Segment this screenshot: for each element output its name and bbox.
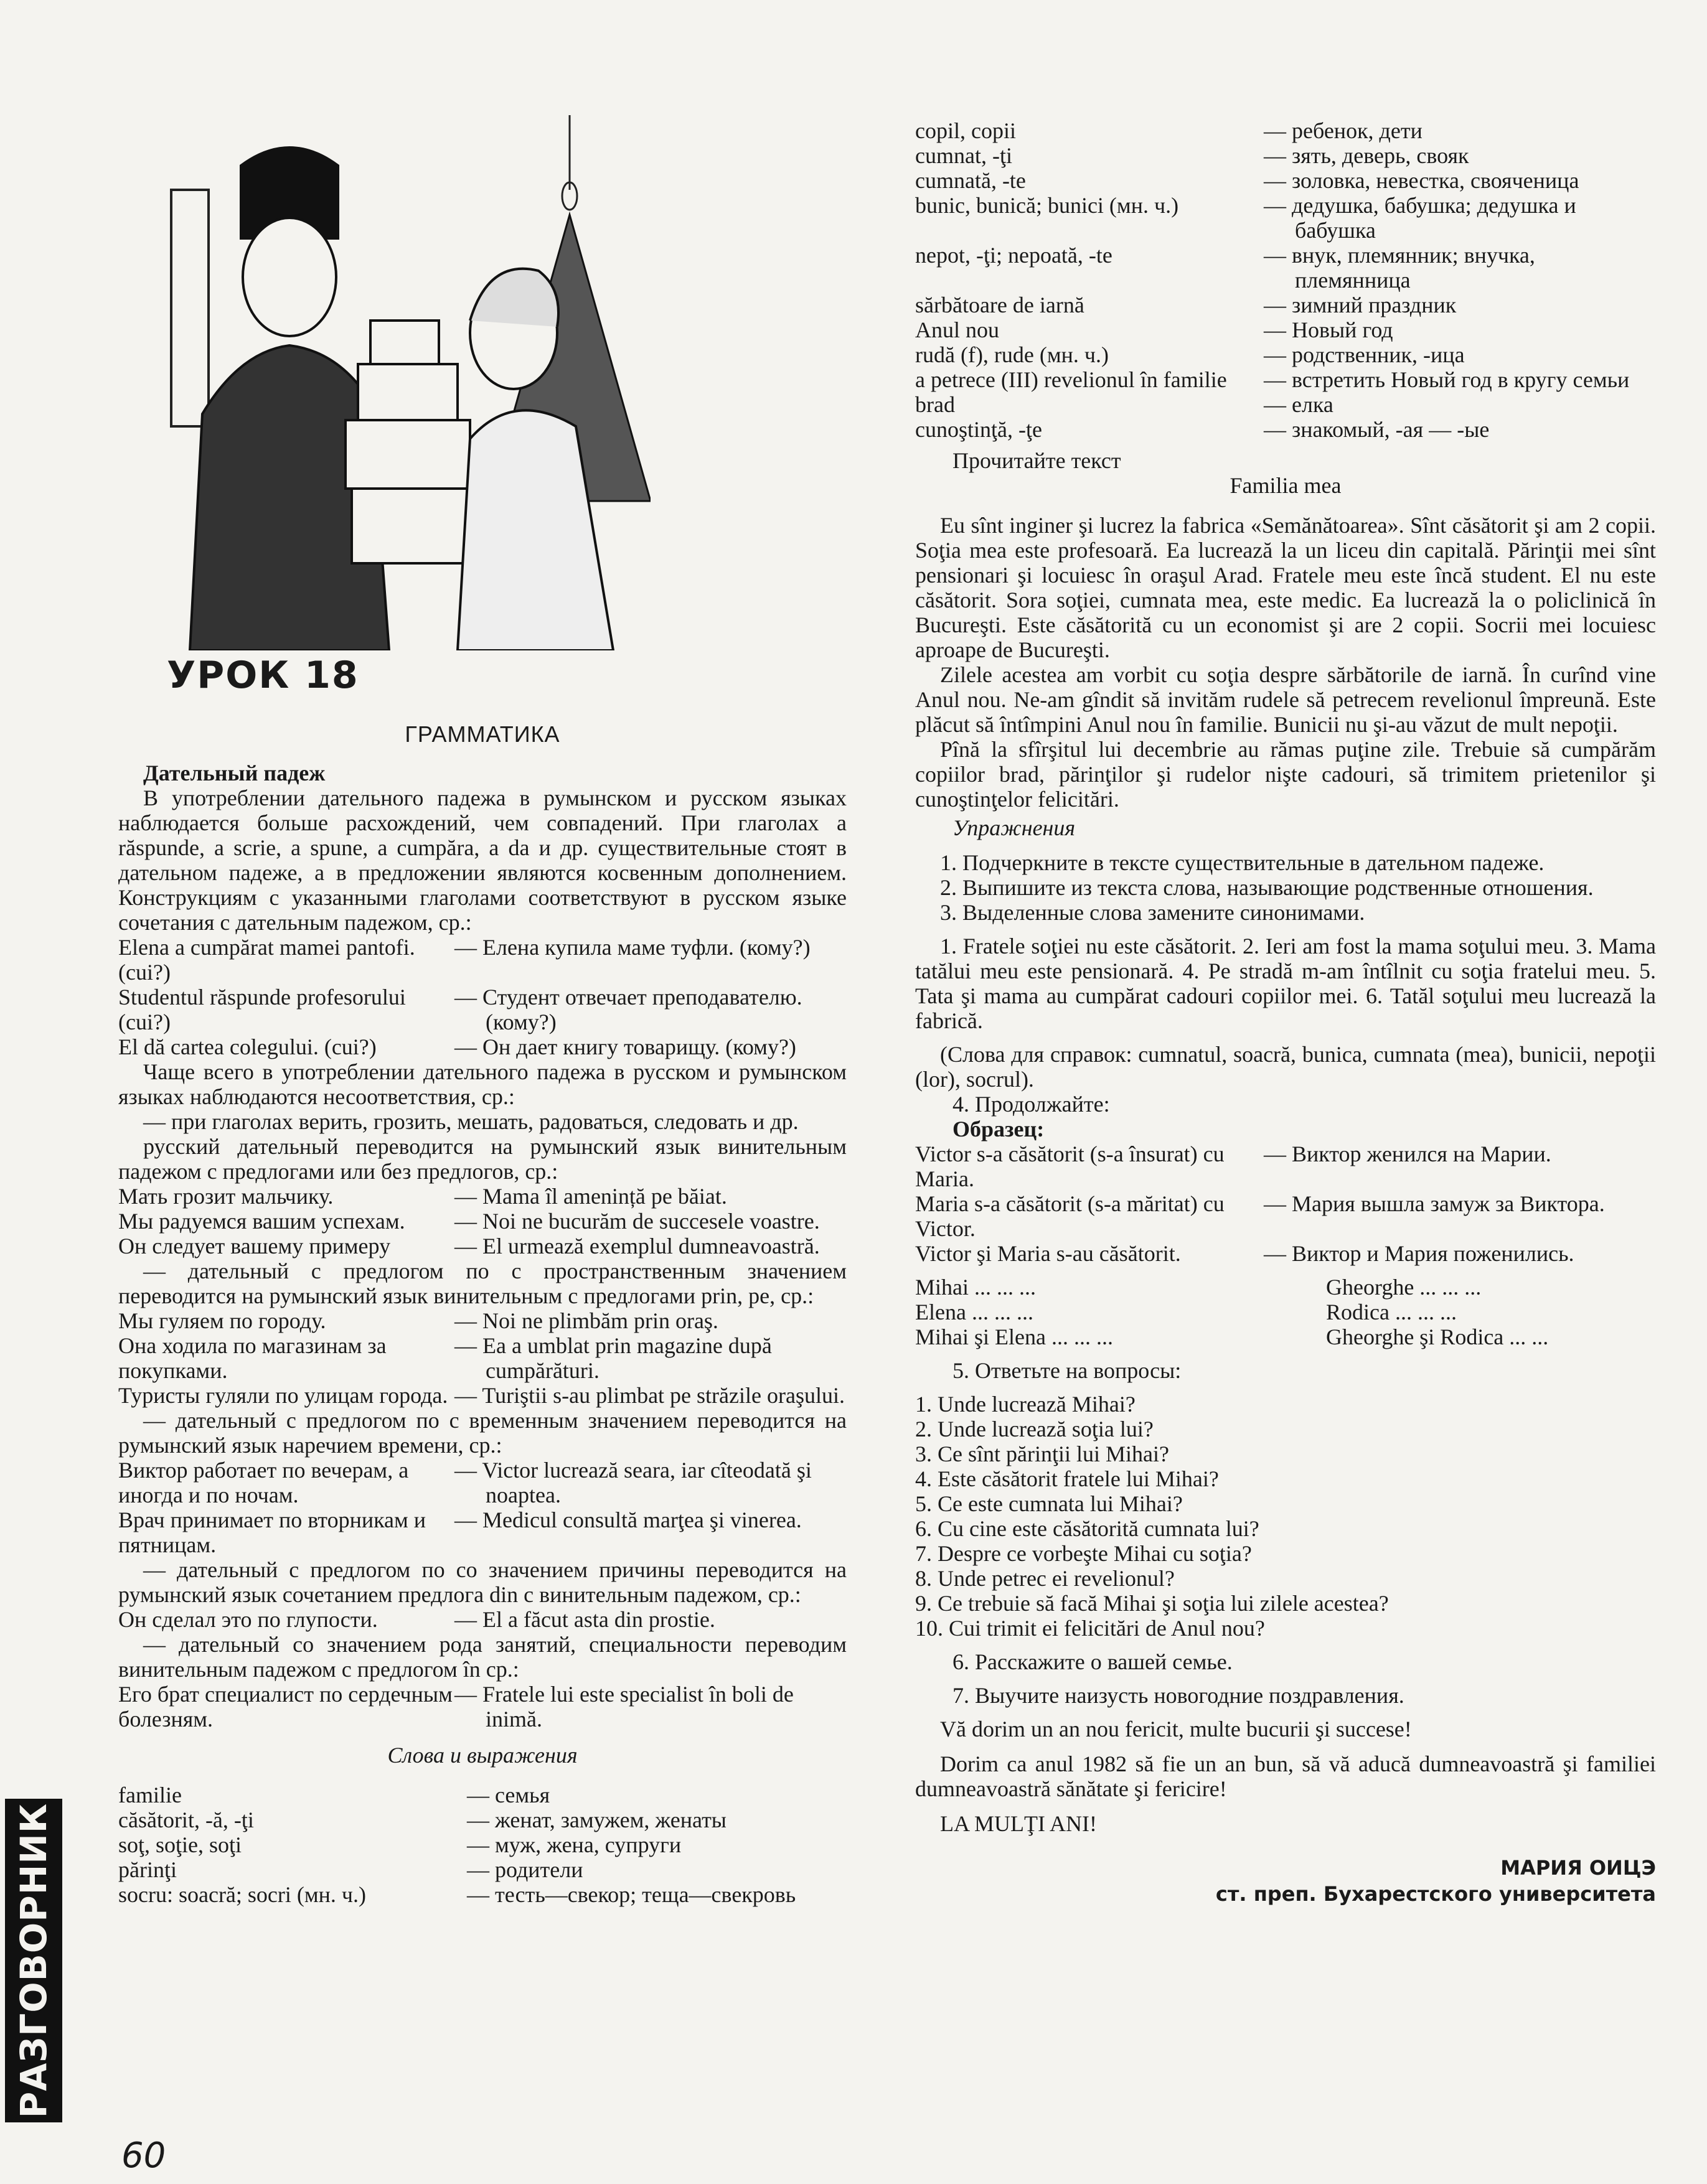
- question-item: 2. Unde lucrează soţia lui?: [915, 1417, 1154, 1441]
- translated-phrase: — зимний праздник: [1264, 293, 1656, 317]
- source-phrase: copil, copii: [915, 118, 1016, 143]
- author-position: ст. преп. Бухарестского университета: [1215, 1882, 1656, 1906]
- translation-pair: [118, 1783, 847, 1807]
- translated-phrase: — знакомый, -ая — -ые: [1264, 417, 1656, 442]
- translation-pair: [118, 1333, 847, 1383]
- translated-phrase: — Он дает книгу товарищу. (кому?): [454, 1034, 847, 1059]
- author-block: [915, 1855, 1656, 1907]
- translated-phrase: — родственник, -ица: [1264, 342, 1656, 367]
- question-item: 1. Unde lucrează Mihai?: [915, 1392, 1136, 1417]
- translated-phrase: — Noi ne plimbăm prin oraş.: [454, 1308, 847, 1333]
- source-phrase: cumnată, -te: [915, 168, 1026, 193]
- translation-pair: [118, 1184, 847, 1209]
- sidebar-label: РАЗГОВОРНИК: [12, 1802, 55, 2119]
- sample-label: Образец:: [952, 1117, 1045, 1141]
- exercises-heading: Упражнения: [952, 815, 1076, 840]
- translated-phrase: — Medicul consultă marţea şi vinerea.: [454, 1507, 847, 1557]
- source-phrase: nepot, -ţi; nepoată, -te: [915, 243, 1112, 268]
- translation-pair: [915, 392, 1656, 417]
- source-phrase: bunic, bunică; bunici (мн. ч.): [915, 193, 1179, 218]
- question-item: 7. Despre ce vorbeşte Mihai cu soţia?: [915, 1541, 1252, 1566]
- translated-phrase: — Mama îl amenință pe băiat.: [454, 1184, 847, 1209]
- translated-phrase: — внук, племянник; внучка, племянница: [1264, 243, 1656, 293]
- grammar-body: [118, 785, 847, 1732]
- reading-text: [915, 513, 1656, 812]
- task-4: 4. Продолжайте:: [952, 1092, 1110, 1117]
- source-phrase: Мать грозит мальчику.: [118, 1184, 334, 1209]
- translated-phrase: — Виктор и Мария поженились.: [1264, 1241, 1656, 1266]
- reading-paragraph: Eu sînt inginer şi lucrez la fabrica «Semănătoarea». Sînt căsătorit şi am 2 copii. Soţia mea este profesoară. Ea lucrează la un liceu din capitală. Părinţii mei sînt pensionari şi locuiesc în oraşul Arad. Fratele meu este încă student. El nu este căsătorit. Sora soţiei, cumnata mea, este medic. Ea lucrează la o policlinică în Bucureşti. Este căsătorită cu un economist şi are 2 copii. Socrii mei locuiesc aproape de Bucureşti.: [915, 513, 1656, 662]
- translation-pair: [915, 1141, 1656, 1191]
- grammar-paragraph: — дательный с предлогом по с пространственным значением переводится на румынский язык винительным с предлогами prin, pe, ср.:: [118, 1258, 847, 1308]
- lesson-title: УРОК 18: [167, 654, 359, 697]
- question-item: 8. Unde petrec ei revelionul?: [915, 1566, 1175, 1591]
- translated-phrase: — Noi ne bucurăm de succesele voastre.: [454, 1209, 847, 1234]
- source-phrase: Мы радуемся вашим успехам.: [118, 1209, 405, 1234]
- translated-phrase: — ребенок, дети: [1264, 118, 1656, 143]
- translated-phrase: — муж, жена, супруги: [467, 1832, 847, 1857]
- translation-pair: [118, 1458, 847, 1507]
- vocab-heading: Слова и выражения: [387, 1743, 578, 1768]
- source-phrase: socru: soacră; socri (мн. ч.): [118, 1882, 367, 1907]
- task-6: 6. Расскажите о вашей семье.: [952, 1649, 1233, 1674]
- translation-pair: [915, 293, 1656, 317]
- question-item: 5. Ce este cumnata lui Mihai?: [915, 1491, 1183, 1516]
- translation-pair: [915, 367, 1656, 392]
- task-7: 7. Выучите наизусть новогодние поздравления.: [952, 1683, 1404, 1708]
- translation-pair: [118, 1682, 847, 1732]
- source-phrase: părinţi: [118, 1857, 177, 1882]
- translated-phrase: — встретить Новый год в кругу семьи: [1264, 367, 1656, 392]
- translated-phrase: — золовка, невестка, свояченица: [1264, 168, 1656, 193]
- translation-pair: [118, 1034, 847, 1059]
- translated-phrase: — El urmează exemplul dumneavoastră.: [454, 1234, 847, 1258]
- translation-pair: [118, 1308, 847, 1333]
- continue-grid: [915, 1275, 1656, 1349]
- translation-pair: [915, 1191, 1656, 1241]
- translation-pair: [118, 935, 847, 985]
- translated-phrase: — женат, замужем, женаты: [467, 1807, 847, 1832]
- translation-pair: [915, 143, 1656, 168]
- source-phrase: Studentul răspunde profesorului (cui?): [118, 985, 406, 1034]
- greeting-line: Dorim ca anul 1982 să fie un an bun, să vă aducă dumneavoastră şi familiei dumneavoastră sănătate şi fericire!: [915, 1751, 1656, 1801]
- source-phrase: El dă cartea colegului. (cui?): [118, 1034, 377, 1059]
- translated-phrase: — Мария вышла замуж за Виктора.: [1264, 1191, 1656, 1241]
- translated-phrase: — Ea a umblat prin magazine după cumpărături.: [454, 1333, 847, 1383]
- source-phrase: Она ходила по магазинам за покупками.: [118, 1333, 387, 1383]
- question-item: 9. Ce trebuie să facă Mihai şi soţia lui zilele acestea?: [915, 1591, 1389, 1616]
- translated-phrase: — Елена купила маме туфли. (кому?): [454, 935, 847, 985]
- translated-phrase: — Victor lucrează seara, iar cîteodată şi noaptea.: [454, 1458, 847, 1507]
- source-phrase: Maria s-a căsătorit (s-a măritat) cu Victor.: [915, 1191, 1225, 1241]
- translation-pair: [915, 417, 1656, 442]
- greeting-line: LA MULŢI ANI!: [940, 1811, 1097, 1836]
- translated-phrase: — дедушка, бабушка; дедушка и бабушка: [1264, 193, 1656, 243]
- translation-pair: [118, 1234, 847, 1258]
- source-phrase: Он следует вашему примеру: [118, 1234, 391, 1258]
- source-phrase: căsătorit, -ă, -ţi: [118, 1807, 254, 1832]
- author-name: МАРИЯ ОИЦЭ: [1500, 1856, 1656, 1880]
- grammar-paragraph: В употреблении дательного падежа в румынском и русском языках наблюдается больше расхождений, чем совпадений. При глаголах a răspunde, a scrie, a spune, a cumpăra, a da и др. существительные стоят в дательном падеже, а в предложении являются косвенным дополнением. Конструкциям с указанными глаголами соответствуют в русском языке сочетания с дательным падежом, ср.:: [118, 785, 847, 935]
- grammar-paragraph: Чаще всего в употреблении дательного падежа в русском и румынском языках наблюдаются несоответствия, ср.:: [118, 1059, 847, 1109]
- translation-pair: [118, 1832, 847, 1857]
- grammar-paragraph: — при глаголах верить, грозить, мешать, радоваться, следовать и др.: [143, 1109, 799, 1134]
- translation-pair: [118, 1607, 847, 1632]
- continue-item: Gheorghe ... ... ...: [1326, 1275, 1482, 1300]
- source-phrase: Anul nou: [915, 317, 999, 342]
- reading-paragraph: Pînă la sfîrşitul lui decembrie au rămas puţine zile. Trebuie să cumpărăm copiilor brad, părinţilor şi rudelor nişte cadouri, să trimitem prietenilor şi cunoştinţelor felicitări.: [915, 737, 1656, 812]
- sidebar-band: [5, 1799, 62, 2122]
- grammar-subheading: Дательный падеж: [143, 761, 326, 785]
- source-phrase: rudă (f), rude (мн. ч.): [915, 342, 1109, 367]
- source-phrase: Он сделал это по глупости.: [118, 1607, 378, 1632]
- continue-item: Elena ... ... ...: [915, 1300, 1033, 1324]
- translation-pair: [915, 118, 1656, 143]
- continue-item: Mihai şi Elena ... ... ...: [915, 1324, 1113, 1349]
- right-column: [915, 118, 1656, 1907]
- vocab-list-continued: [915, 118, 1656, 442]
- translation-pair: [118, 1209, 847, 1234]
- reading-paragraph: Zilele acestea am vorbit cu soţia despre sărbătorile de iarnă. În curînd vine Anul nou. Ne-am gîndit să invităm rudele să petrecem revelionul împreună. Este plăcut să întîmpini Anul nou în familie. Bunicii nu şi-au văzut de mult nepoţii.: [915, 662, 1656, 737]
- exercise-task: 1. Подчеркните в тексте существительные в дательном падеже.: [940, 850, 1545, 875]
- illustration-family-new-year-gifts: [165, 115, 651, 650]
- page-number: 60: [121, 2135, 166, 2176]
- source-phrase: Victor s-a căsătorit (s-a însurat) cu Maria.: [915, 1141, 1225, 1191]
- source-phrase: Врач принимает по вторникам и пятницам.: [118, 1507, 426, 1557]
- translation-pair: [118, 1807, 847, 1832]
- grammar-paragraph: русский дательный переводится на румынский язык винительным падежом с предлогами или без предлогов, ср.:: [118, 1134, 847, 1184]
- reading-title: Familia mea: [1230, 473, 1342, 498]
- source-phrase: sărbătoare de iarnă: [915, 293, 1084, 317]
- hint-words: (Слова для справок: cumnatul, soacră, bunica, cumnata (mea), bunicii, nepoţii (lor), socrul).: [915, 1042, 1656, 1092]
- source-phrase: Его брат специалист по сердечным болезням.: [118, 1682, 453, 1732]
- translation-pair: [915, 342, 1656, 367]
- translated-phrase: — Turiştii s-au plimbat pe străzile oraşului.: [454, 1383, 847, 1408]
- task-5: 5. Ответьте на вопросы:: [952, 1358, 1182, 1383]
- reading-instruction: Прочитайте текст: [952, 448, 1121, 473]
- translation-pair: [118, 1882, 847, 1907]
- translated-phrase: — зять, деверь, свояк: [1264, 143, 1656, 168]
- translated-phrase: — El a făcut asta din prostie.: [454, 1607, 847, 1632]
- source-phrase: Victor şi Maria s-au căsătorit.: [915, 1241, 1181, 1266]
- translation-pair: [915, 1241, 1656, 1266]
- source-phrase: brad: [915, 392, 955, 417]
- translation-pair: [118, 1857, 847, 1882]
- question-item: 6. Cu cine este căsătorită cumnata lui?: [915, 1516, 1259, 1541]
- greetings: [915, 1717, 1656, 1836]
- continue-item: Mihai ... ... ...: [915, 1275, 1036, 1300]
- source-phrase: Туристы гуляли по улицам города.: [118, 1383, 448, 1408]
- vocab-list: [118, 1783, 847, 1907]
- source-phrase: cunoştinţă, -ţe: [915, 417, 1042, 442]
- greeting-line: Vă dorim un an nou fericit, multe bucurii şi succese!: [940, 1717, 1412, 1741]
- questions-list: [915, 1392, 1656, 1641]
- grammar-paragraph: — дательный с предлогом по со значением причины переводится на румынский язык сочетанием предлога din с винительным падежом, ср.:: [118, 1557, 847, 1607]
- translation-pair: [118, 1507, 847, 1557]
- sample-pairs: [915, 1141, 1656, 1266]
- section-heading: ГРАММАТИКА: [405, 721, 560, 747]
- question-item: 3. Ce sînt părinţii lui Mihai?: [915, 1441, 1169, 1466]
- translated-phrase: — семья: [467, 1783, 847, 1807]
- translated-phrase: — Студент отвечает преподавателю. (кому?): [454, 985, 847, 1034]
- question-item: 4. Este căsătorit fratele lui Mihai?: [915, 1466, 1219, 1491]
- exercise-task: 2. Выпишите из текста слова, называющие родственные отношения.: [940, 875, 1594, 900]
- translation-pair: [118, 1383, 847, 1408]
- continue-item: Rodica ... ... ...: [1326, 1300, 1457, 1324]
- translation-pair: [915, 243, 1656, 293]
- translated-phrase: — елка: [1264, 392, 1656, 417]
- source-phrase: a petrece (III) revelionul în familie: [915, 367, 1227, 392]
- translation-pair: [915, 168, 1656, 193]
- source-phrase: Elena a cumpărat mamei pantofi. (cui?): [118, 935, 415, 985]
- question-item: 10. Cui trimit ei felicitări de Anul nou?: [915, 1616, 1265, 1641]
- translation-pair: [915, 317, 1656, 342]
- source-phrase: cumnat, -ţi: [915, 143, 1012, 168]
- left-column: [118, 722, 847, 1907]
- source-phrase: Виктор работает по вечерам, а иногда и по ночам.: [118, 1458, 409, 1507]
- source-phrase: soţ, soţie, soţi: [118, 1832, 242, 1857]
- exercise-task: 3. Выделенные слова замените синонимами.: [940, 900, 1365, 925]
- translation-pair: [915, 193, 1656, 243]
- grammar-paragraph: — дательный со значением рода занятий, специальности переводим винительным падежом с предлогом în ср.:: [118, 1632, 847, 1682]
- exercise-tasks: [915, 850, 1656, 925]
- grammar-paragraph: — дательный с предлогом по с временным значением переводится на румынский язык наречием времени, ср.:: [118, 1408, 847, 1458]
- translated-phrase: — Виктор женился на Марии.: [1264, 1141, 1656, 1191]
- translated-phrase: — тесть—свекор; теща—свекровь: [467, 1882, 847, 1907]
- continue-item: Gheorghe şi Rodica ... ...: [1326, 1324, 1549, 1349]
- source-phrase: Мы гуляем по городу.: [118, 1308, 326, 1333]
- translation-pair: [118, 985, 847, 1034]
- translated-phrase: — родители: [467, 1857, 847, 1882]
- translated-phrase: — Fratele lui este specialist în boli de inimă.: [454, 1682, 847, 1732]
- source-phrase: familie: [118, 1783, 182, 1807]
- translated-phrase: — Новый год: [1264, 317, 1656, 342]
- synonym-exercise-text: 1. Fratele soţiei nu este căsătorit. 2. Ieri am fost la mama soţului meu. 3. Mama tatălui meu este pensionară. 4. Pe stradă m-am întîlnit cu soţia fratelui meu. 5. Tata şi mama au cumpărat cadouri copiilor mei. 6. Tatăl soţului meu lucrează la fabrică.: [915, 934, 1656, 1033]
